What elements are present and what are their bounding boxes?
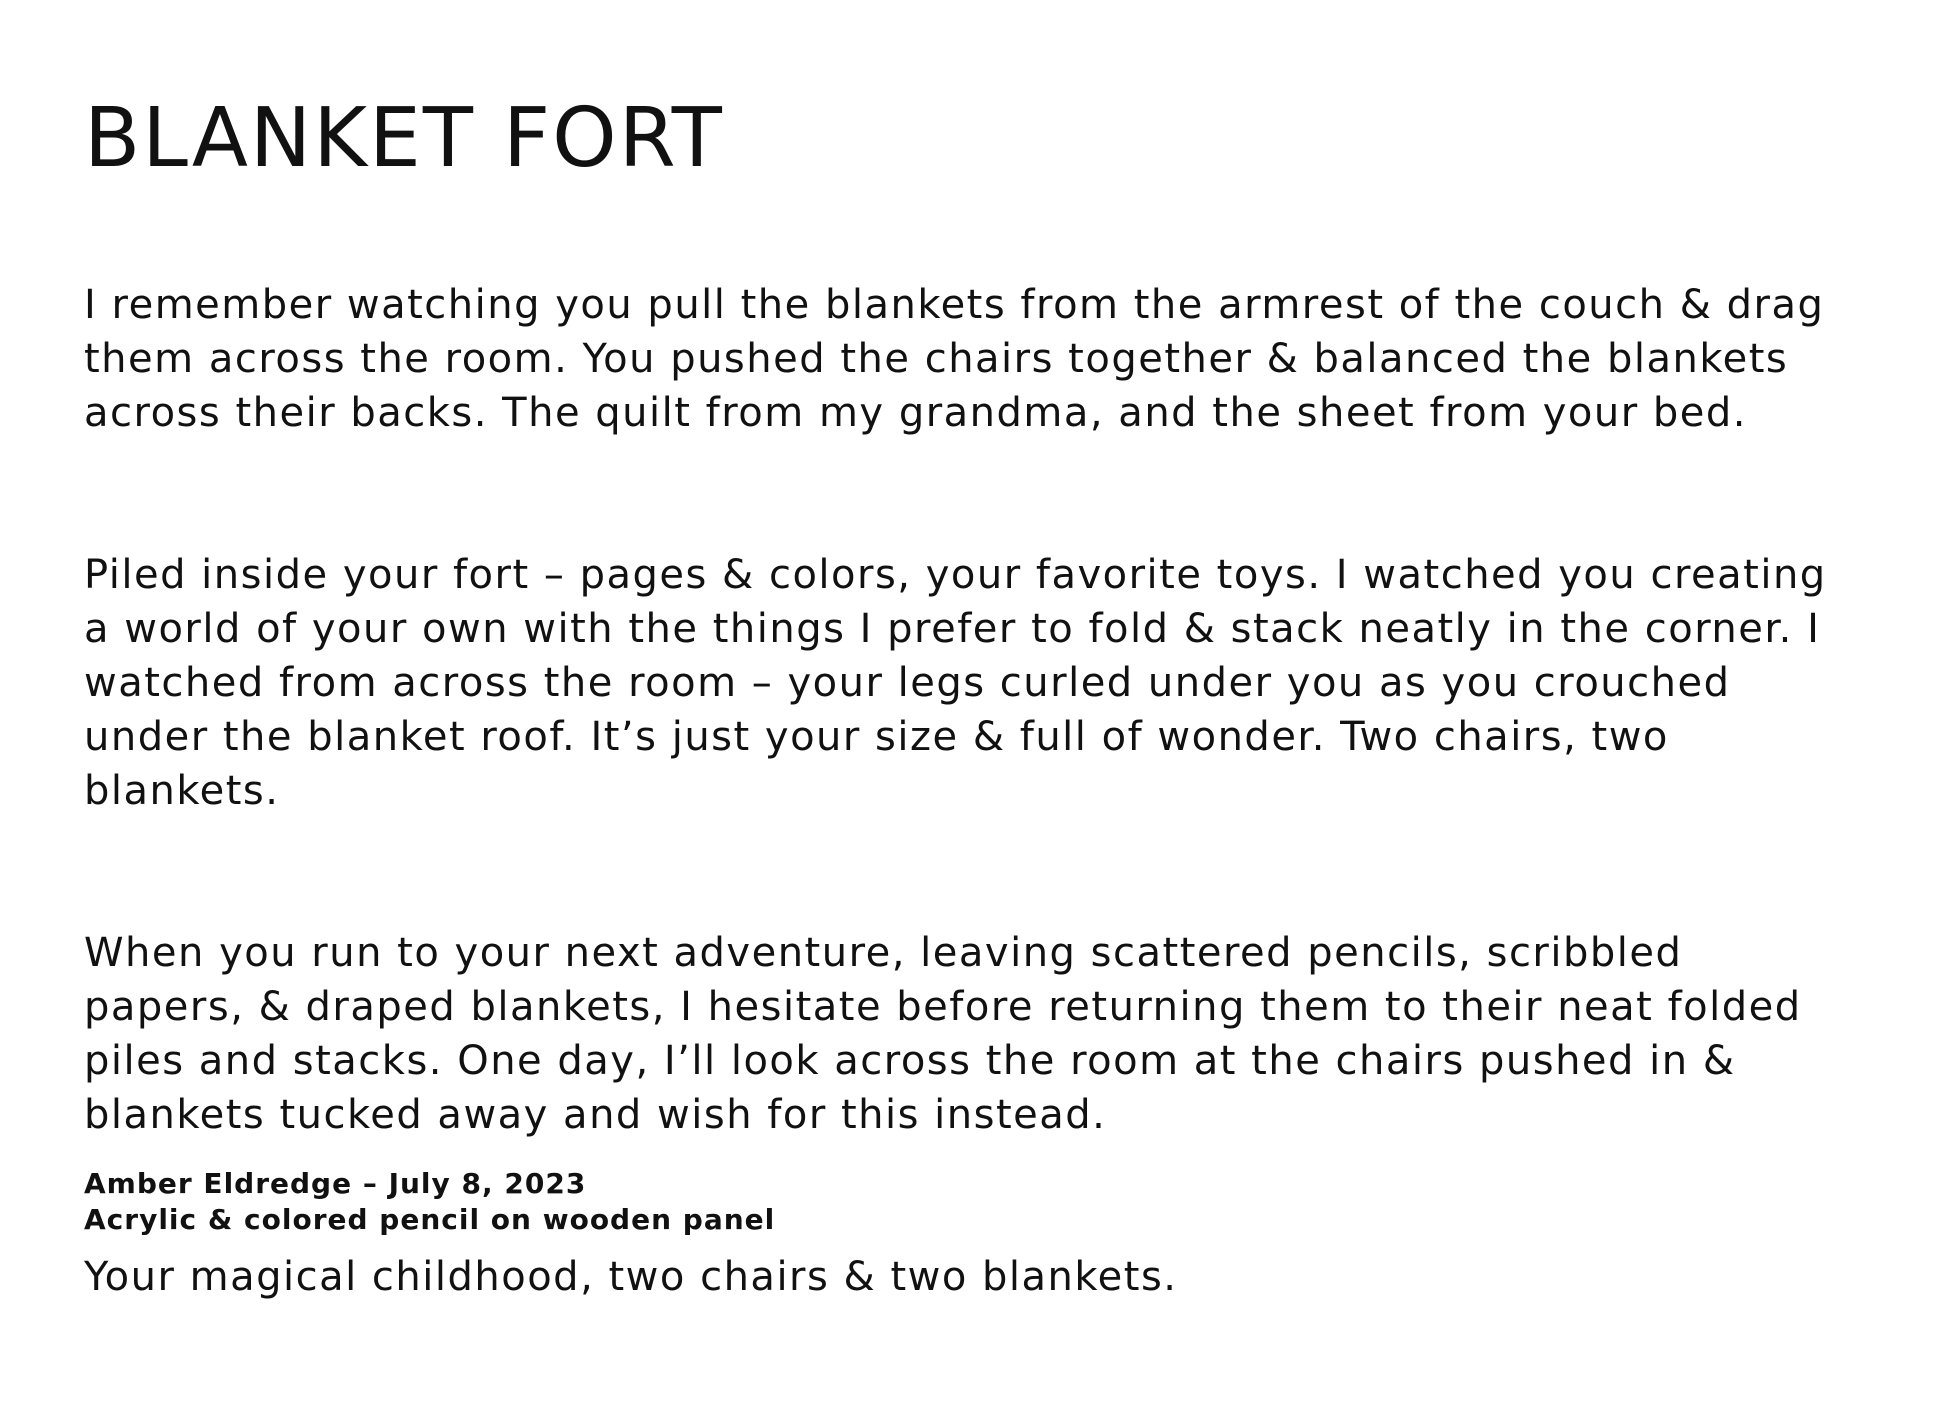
artwork-caption bbox=[84, 1166, 775, 1238]
artwork-medium: Acrylic & colored pencil on wooden panel bbox=[84, 1203, 776, 1236]
description-paragraph-1: I remember watching you pull the blankets from the armrest of the couch & drag them across the room. You pushed the chairs together & balanced the blankets across their backs. The quilt from my grandma, and the sheet from your bed. bbox=[84, 282, 1825, 436]
description-paragraph-3: When you run to your next adventure, leaving scattered pencils, scribbled papers, & draped blankets, I hesitate before returning them to their neat folded piles and stacks. One day, I’ll look across the room at the chairs pushed in & blankets tucked away and wish for this instead. bbox=[84, 930, 1802, 1138]
artwork-title: BLANKET FORT bbox=[84, 91, 724, 186]
artist-and-date: Amber Eldredge – July 8, 2023 bbox=[84, 1167, 587, 1200]
description-paragraph-2: Piled inside your fort – pages & colors, your favorite toys. I watched you creating a world of your own with the things I prefer to fold & stack neatly in the corner. I watched from across the room – your legs curled under you as you crouched under the blanket roof. It’s just your size & full of wonder. Two chairs, two blankets. bbox=[84, 552, 1827, 814]
description-paragraph-4: Your magical childhood, two chairs & two blankets. bbox=[84, 1254, 1178, 1300]
